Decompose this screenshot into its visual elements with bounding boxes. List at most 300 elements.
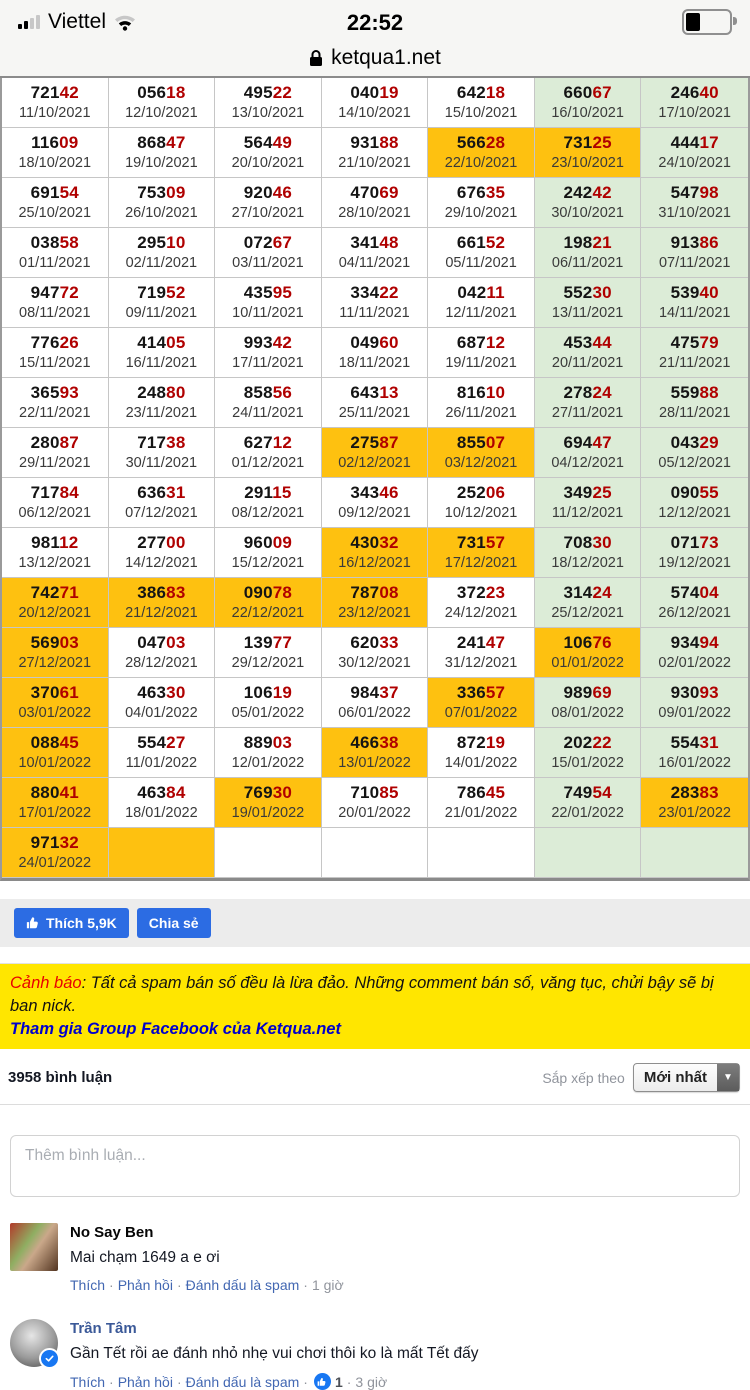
result-date: 12/12/2021 bbox=[658, 505, 731, 521]
result-number: 69154 bbox=[30, 183, 79, 202]
mark-spam-link[interactable]: Đánh dấu là spam bbox=[185, 1373, 300, 1390]
result-cell[interactable] bbox=[109, 378, 216, 428]
result-date: 10/12/2021 bbox=[444, 505, 518, 521]
result-cell[interactable] bbox=[322, 228, 429, 278]
result-date: 22/12/2021 bbox=[231, 605, 305, 621]
result-cell[interactable] bbox=[535, 478, 642, 528]
result-date: 20/10/2021 bbox=[231, 155, 305, 171]
result-number: 19821 bbox=[563, 233, 612, 252]
result-cell[interactable] bbox=[535, 778, 642, 828]
result-cell[interactable] bbox=[535, 728, 642, 778]
result-cell[interactable] bbox=[2, 128, 109, 178]
result-date: 10/11/2021 bbox=[232, 305, 304, 321]
result-number: 27700 bbox=[137, 533, 186, 552]
result-number: 07173 bbox=[670, 533, 719, 552]
reply-link[interactable]: Phản hồi bbox=[117, 1277, 173, 1293]
result-cell[interactable] bbox=[322, 428, 429, 478]
result-cell[interactable] bbox=[428, 578, 535, 628]
result-cell[interactable] bbox=[641, 428, 748, 478]
result-cell[interactable] bbox=[322, 378, 429, 428]
result-cell[interactable] bbox=[215, 328, 322, 378]
result-date: 16/10/2021 bbox=[551, 105, 624, 121]
result-date: 11/12/2021 bbox=[551, 505, 624, 521]
result-cell[interactable] bbox=[2, 78, 109, 128]
result-number: 20222 bbox=[563, 733, 612, 752]
comment-time: 3 giờ bbox=[355, 1373, 388, 1390]
result-date: 31/12/2021 bbox=[444, 655, 518, 671]
result-cell[interactable] bbox=[428, 478, 535, 528]
thumbs-up-icon bbox=[26, 916, 40, 930]
fb-share-label: Chia sẻ bbox=[148, 915, 199, 931]
result-date: 31/10/2021 bbox=[658, 205, 731, 221]
result-number: 10619 bbox=[243, 683, 293, 702]
result-number: 33657 bbox=[456, 683, 506, 702]
result-cell[interactable] bbox=[2, 328, 109, 378]
result-cell[interactable] bbox=[535, 428, 642, 478]
result-date: 21/10/2021 bbox=[338, 155, 411, 171]
result-cell[interactable] bbox=[2, 578, 109, 628]
result-date: 27/10/2021 bbox=[231, 205, 305, 221]
result-date: 06/12/2021 bbox=[18, 505, 92, 521]
result-date: 25/12/2021 bbox=[551, 605, 624, 621]
fb-like-button[interactable] bbox=[14, 908, 129, 938]
url-domain: ketqua1.net bbox=[331, 46, 441, 69]
result-date: 02/12/2021 bbox=[338, 455, 411, 471]
clock-time: 22:52 bbox=[346, 10, 404, 35]
result-number: 56903 bbox=[30, 633, 79, 652]
result-cell[interactable] bbox=[109, 778, 216, 828]
result-date: 28/11/2021 bbox=[658, 405, 731, 421]
result-date: 13/12/2021 bbox=[18, 555, 92, 571]
result-cell[interactable] bbox=[215, 578, 322, 628]
result-date: 23/12/2021 bbox=[338, 605, 411, 621]
result-number: 78645 bbox=[456, 783, 506, 802]
result-number: 71738 bbox=[137, 433, 186, 452]
result-date: 15/01/2022 bbox=[551, 755, 624, 771]
result-number: 34925 bbox=[563, 483, 612, 502]
result-number: 46330 bbox=[137, 683, 186, 702]
result-cell[interactable] bbox=[428, 178, 535, 228]
result-number: 36593 bbox=[30, 383, 79, 402]
result-cell[interactable] bbox=[2, 428, 109, 478]
result-cell[interactable] bbox=[322, 78, 429, 128]
result-cell[interactable] bbox=[322, 578, 429, 628]
result-number: 66067 bbox=[563, 83, 612, 102]
result-date: 06/11/2021 bbox=[551, 255, 624, 271]
result-date: 30/10/2021 bbox=[551, 205, 624, 221]
result-number: 56449 bbox=[243, 133, 293, 152]
result-cell[interactable] bbox=[322, 528, 429, 578]
result-cell[interactable] bbox=[535, 278, 642, 328]
result-cell[interactable] bbox=[535, 78, 642, 128]
lock-icon bbox=[309, 49, 323, 67]
result-number: 98437 bbox=[350, 683, 399, 702]
result-date: 30/11/2021 bbox=[125, 455, 198, 471]
result-date: 18/01/2022 bbox=[125, 805, 198, 821]
like-link[interactable]: Thích bbox=[70, 1277, 106, 1293]
result-date: 24/11/2021 bbox=[232, 405, 304, 421]
result-number: 47069 bbox=[350, 183, 399, 202]
result-cell[interactable] bbox=[109, 78, 216, 128]
result-date: 22/10/2021 bbox=[444, 155, 518, 171]
result-number: 64218 bbox=[456, 83, 506, 102]
result-date: 07/11/2021 bbox=[658, 255, 731, 271]
result-date: 09/01/2022 bbox=[658, 705, 731, 721]
result-cell[interactable] bbox=[641, 678, 748, 728]
result-date: 28/10/2021 bbox=[338, 205, 411, 221]
result-date: 25/11/2021 bbox=[338, 405, 411, 421]
result-number: 24147 bbox=[456, 633, 506, 652]
result-cell[interactable] bbox=[641, 78, 748, 128]
result-date: 15/10/2021 bbox=[444, 105, 518, 121]
comment-author[interactable]: No Say Ben bbox=[70, 1224, 154, 1241]
result-cell[interactable] bbox=[109, 528, 216, 578]
result-number: 29115 bbox=[244, 483, 292, 502]
result-cell[interactable] bbox=[109, 828, 216, 878]
result-date: 04/12/2021 bbox=[551, 455, 624, 471]
comment-item: Trần Tâm Gần Tết rồi ae đánh nhỏ nhẹ vui chơi thôi ko là mất Tết đấy Thích · Phản hồi · Đánh dấu là spam · 1 · 3 giờ bbox=[0, 1319, 750, 1390]
result-cell[interactable] bbox=[641, 778, 748, 828]
result-date: 19/11/2021 bbox=[445, 355, 517, 371]
result-cell[interactable] bbox=[109, 328, 216, 378]
result-cell[interactable] bbox=[535, 578, 642, 628]
result-cell[interactable] bbox=[2, 478, 109, 528]
result-cell[interactable] bbox=[2, 228, 109, 278]
result-cell[interactable] bbox=[215, 128, 322, 178]
result-cell[interactable] bbox=[215, 528, 322, 578]
result-cell[interactable] bbox=[2, 378, 109, 428]
result-number: 62712 bbox=[243, 433, 293, 452]
result-number: 76930 bbox=[243, 783, 293, 802]
result-cell[interactable] bbox=[322, 778, 429, 828]
result-number: 77626 bbox=[30, 333, 79, 352]
result-number: 27587 bbox=[350, 433, 399, 452]
result-cell[interactable] bbox=[641, 578, 748, 628]
result-cell[interactable] bbox=[215, 78, 322, 128]
result-date: 16/11/2021 bbox=[125, 355, 198, 371]
result-cell[interactable] bbox=[428, 528, 535, 578]
result-cell[interactable] bbox=[535, 378, 642, 428]
result-number: 04329 bbox=[670, 433, 719, 452]
result-number: 24880 bbox=[137, 383, 186, 402]
result-cell[interactable] bbox=[428, 728, 535, 778]
result-number: 87219 bbox=[456, 733, 506, 752]
result-number: 45344 bbox=[563, 333, 612, 352]
result-date: 21/11/2021 bbox=[658, 355, 731, 371]
result-number: 68712 bbox=[456, 333, 506, 352]
result-cell[interactable] bbox=[322, 628, 429, 678]
result-number: 05618 bbox=[137, 83, 186, 102]
result-number: 72142 bbox=[30, 83, 79, 102]
result-number: 85856 bbox=[243, 383, 293, 402]
warning-text: : Tất cả spam bán số đều là lừa đảo. Những comment bán số, văng tục, chửi bậy sẽ bị ban nick. bbox=[10, 974, 714, 1015]
result-number: 07267 bbox=[243, 233, 293, 252]
result-date: 10/01/2022 bbox=[18, 755, 92, 771]
result-date: 09/11/2021 bbox=[125, 305, 198, 321]
comment-input[interactable] bbox=[23, 1146, 731, 1166]
like-link[interactable]: Thích bbox=[70, 1373, 106, 1390]
sort-select[interactable] bbox=[633, 1063, 740, 1092]
comment-author[interactable]: Trần Tâm bbox=[70, 1320, 137, 1337]
result-number: 63631 bbox=[137, 483, 186, 502]
carrier-label: Viettel bbox=[48, 10, 106, 33]
result-date: 27/12/2021 bbox=[18, 655, 92, 671]
result-date: 17/10/2021 bbox=[658, 105, 731, 121]
result-number: 62033 bbox=[350, 633, 399, 652]
result-date: 26/11/2021 bbox=[445, 405, 517, 421]
result-cell[interactable] bbox=[535, 328, 642, 378]
result-date: 04/01/2022 bbox=[125, 705, 198, 721]
result-date: 21/12/2021 bbox=[125, 605, 198, 621]
mark-spam-link[interactable]: Đánh dấu là spam bbox=[185, 1277, 300, 1293]
result-number: 94772 bbox=[30, 283, 79, 302]
sort-selected-value: Mới nhất bbox=[643, 1069, 707, 1086]
result-cell[interactable] bbox=[428, 328, 535, 378]
result-number: 55230 bbox=[563, 283, 612, 302]
result-number: 71952 bbox=[137, 283, 186, 302]
result-date: 27/11/2021 bbox=[551, 405, 624, 421]
result-date: 11/10/2021 bbox=[19, 105, 91, 121]
result-cell[interactable] bbox=[641, 278, 748, 328]
result-number: 33422 bbox=[350, 283, 399, 302]
result-cell[interactable] bbox=[641, 528, 748, 578]
result-cell[interactable] bbox=[428, 128, 535, 178]
result-cell[interactable] bbox=[428, 78, 535, 128]
comments-count: 3958 bình luận bbox=[8, 1069, 113, 1086]
result-cell[interactable] bbox=[428, 778, 535, 828]
result-date: 05/01/2022 bbox=[231, 705, 305, 721]
result-cell[interactable] bbox=[215, 278, 322, 328]
result-number: 04211 bbox=[457, 283, 505, 302]
result-number: 78708 bbox=[350, 583, 399, 602]
result-number: 27824 bbox=[563, 383, 612, 402]
result-number: 47579 bbox=[670, 333, 719, 352]
result-date: 22/11/2021 bbox=[19, 405, 91, 421]
result-cell[interactable] bbox=[535, 528, 642, 578]
result-date: 26/10/2021 bbox=[125, 205, 198, 221]
result-cell[interactable] bbox=[109, 428, 216, 478]
result-cell[interactable] bbox=[641, 378, 748, 428]
result-cell[interactable] bbox=[109, 278, 216, 328]
result-cell[interactable] bbox=[535, 678, 642, 728]
result-date: 26/12/2021 bbox=[658, 605, 731, 621]
result-date: 18/12/2021 bbox=[551, 555, 624, 571]
result-cell[interactable] bbox=[2, 778, 109, 828]
result-number: 56628 bbox=[456, 133, 506, 152]
result-date: 06/01/2022 bbox=[338, 705, 411, 721]
result-cell[interactable] bbox=[641, 128, 748, 178]
result-cell[interactable] bbox=[428, 378, 535, 428]
result-number: 11609 bbox=[31, 133, 79, 152]
result-date: 14/12/2021 bbox=[125, 555, 198, 571]
result-date: 12/01/2022 bbox=[231, 755, 305, 771]
result-date: 05/12/2021 bbox=[658, 455, 731, 471]
result-cell[interactable] bbox=[322, 728, 429, 778]
result-number: 74954 bbox=[563, 783, 612, 802]
result-cell[interactable] bbox=[535, 828, 642, 878]
result-cell[interactable] bbox=[109, 728, 216, 778]
result-cell[interactable] bbox=[428, 278, 535, 328]
result-cell[interactable] bbox=[215, 728, 322, 778]
result-cell[interactable] bbox=[535, 178, 642, 228]
like-count: 1 bbox=[334, 1373, 343, 1390]
result-number: 24242 bbox=[563, 183, 612, 202]
result-cell[interactable] bbox=[109, 628, 216, 678]
result-date: 25/10/2021 bbox=[18, 205, 92, 221]
result-date: 19/12/2021 bbox=[658, 555, 731, 571]
result-cell[interactable] bbox=[109, 178, 216, 228]
result-date: 19/10/2021 bbox=[125, 155, 198, 171]
result-date: 23/11/2021 bbox=[125, 405, 198, 421]
result-number: 93494 bbox=[670, 633, 719, 652]
result-cell[interactable] bbox=[215, 678, 322, 728]
result-cell[interactable] bbox=[109, 578, 216, 628]
facebook-group-link[interactable]: Tham gia Group Facebook của Ketqua.net bbox=[10, 1020, 341, 1038]
result-number: 98969 bbox=[563, 683, 612, 702]
result-cell[interactable] bbox=[322, 478, 429, 528]
avatar[interactable] bbox=[10, 1319, 58, 1367]
result-number: 44417 bbox=[670, 133, 719, 152]
like-count-icon[interactable] bbox=[314, 1373, 331, 1390]
result-date: 17/12/2021 bbox=[444, 555, 518, 571]
result-cell[interactable] bbox=[641, 478, 748, 528]
result-number: 99342 bbox=[243, 333, 293, 352]
result-number: 66152 bbox=[456, 233, 506, 252]
result-cell[interactable] bbox=[215, 228, 322, 278]
fb-share-button[interactable] bbox=[137, 908, 211, 938]
result-cell[interactable] bbox=[322, 128, 429, 178]
result-date: 28/12/2021 bbox=[125, 655, 198, 671]
result-date: 20/01/2022 bbox=[338, 805, 411, 821]
result-cell[interactable] bbox=[535, 128, 642, 178]
result-cell[interactable] bbox=[109, 478, 216, 528]
result-number: 55988 bbox=[670, 383, 719, 402]
result-cell[interactable] bbox=[215, 378, 322, 428]
comment-item: No Say Ben Mai chạm 1649 a e ơi Thích · Phản hồi · Đánh dấu là spam · 1 giờ bbox=[0, 1223, 750, 1293]
result-number: 31424 bbox=[563, 583, 612, 602]
result-number: 93188 bbox=[350, 133, 399, 152]
result-number: 98112 bbox=[31, 533, 79, 552]
result-number: 46638 bbox=[350, 733, 399, 752]
result-date: 11/01/2022 bbox=[125, 755, 198, 771]
result-number: 29510 bbox=[137, 233, 186, 252]
result-cell[interactable] bbox=[2, 178, 109, 228]
result-number: 96009 bbox=[243, 533, 293, 552]
result-date: 14/11/2021 bbox=[658, 305, 731, 321]
result-date: 07/12/2021 bbox=[125, 505, 198, 521]
result-cell[interactable] bbox=[535, 228, 642, 278]
result-cell[interactable] bbox=[109, 128, 216, 178]
result-number: 09078 bbox=[243, 583, 293, 602]
result-number: 86847 bbox=[137, 133, 186, 152]
result-number: 69447 bbox=[563, 433, 612, 452]
result-number: 73157 bbox=[456, 533, 506, 552]
result-cell[interactable] bbox=[2, 678, 109, 728]
result-cell[interactable] bbox=[641, 178, 748, 228]
result-number: 46384 bbox=[137, 783, 186, 802]
result-number: 28383 bbox=[670, 783, 719, 802]
result-cell[interactable] bbox=[322, 828, 429, 878]
result-cell[interactable] bbox=[641, 628, 748, 678]
result-cell[interactable] bbox=[215, 778, 322, 828]
result-number: 28087 bbox=[30, 433, 79, 452]
result-number: 64313 bbox=[350, 383, 399, 402]
result-cell[interactable] bbox=[2, 278, 109, 328]
result-cell[interactable] bbox=[215, 478, 322, 528]
result-cell[interactable] bbox=[322, 328, 429, 378]
result-date: 24/12/2021 bbox=[444, 605, 518, 621]
result-cell[interactable] bbox=[109, 228, 216, 278]
result-date: 08/11/2021 bbox=[19, 305, 91, 321]
result-number: 75309 bbox=[137, 183, 186, 202]
result-date: 17/11/2021 bbox=[232, 355, 304, 371]
result-number: 38683 bbox=[137, 583, 186, 602]
result-number: 34346 bbox=[350, 483, 399, 502]
result-date: 18/10/2021 bbox=[18, 155, 92, 171]
result-cell[interactable] bbox=[215, 178, 322, 228]
result-cell[interactable] bbox=[215, 828, 322, 878]
reply-link[interactable]: Phản hồi bbox=[117, 1373, 173, 1390]
result-cell[interactable] bbox=[2, 728, 109, 778]
result-cell[interactable] bbox=[215, 628, 322, 678]
result-number: 04019 bbox=[350, 83, 399, 102]
result-cell[interactable] bbox=[641, 328, 748, 378]
browser-url-bar[interactable] bbox=[0, 40, 750, 78]
result-cell[interactable] bbox=[322, 278, 429, 328]
result-date: 09/12/2021 bbox=[338, 505, 411, 521]
result-cell[interactable] bbox=[322, 678, 429, 728]
result-number: 71784 bbox=[30, 483, 79, 502]
result-cell[interactable] bbox=[428, 228, 535, 278]
result-cell[interactable] bbox=[2, 528, 109, 578]
result-date: 05/11/2021 bbox=[445, 255, 517, 271]
result-number: 41405 bbox=[137, 333, 186, 352]
result-date: 02/01/2022 bbox=[658, 655, 731, 671]
result-number: 91386 bbox=[670, 233, 719, 252]
result-cell[interactable] bbox=[215, 428, 322, 478]
result-cell[interactable] bbox=[428, 428, 535, 478]
result-cell[interactable] bbox=[109, 678, 216, 728]
result-cell[interactable] bbox=[535, 628, 642, 678]
result-date: 15/11/2021 bbox=[19, 355, 91, 371]
avatar[interactable] bbox=[10, 1223, 58, 1271]
result-date: 12/10/2021 bbox=[125, 105, 198, 121]
result-number: 04703 bbox=[137, 633, 186, 652]
result-date: 11/11/2021 bbox=[339, 305, 410, 321]
result-date: 20/12/2021 bbox=[18, 605, 92, 621]
result-cell[interactable] bbox=[2, 828, 109, 878]
result-cell[interactable] bbox=[641, 228, 748, 278]
result-date: 13/01/2022 bbox=[338, 755, 411, 771]
warning-banner bbox=[0, 964, 750, 1049]
result-cell[interactable] bbox=[641, 728, 748, 778]
result-cell[interactable] bbox=[2, 628, 109, 678]
status-bar bbox=[0, 0, 750, 40]
result-date: 14/10/2021 bbox=[338, 105, 411, 121]
result-date: 16/01/2022 bbox=[658, 755, 731, 771]
result-cell[interactable] bbox=[428, 678, 535, 728]
result-cell[interactable] bbox=[428, 828, 535, 878]
chevron-down-icon: ▼ bbox=[717, 1064, 739, 1091]
result-cell[interactable] bbox=[428, 628, 535, 678]
result-number: 04960 bbox=[350, 333, 399, 352]
result-date: 19/01/2022 bbox=[231, 805, 305, 821]
result-cell[interactable] bbox=[641, 828, 748, 878]
result-date: 30/12/2021 bbox=[338, 655, 411, 671]
result-number: 13977 bbox=[243, 633, 293, 652]
result-cell[interactable] bbox=[322, 178, 429, 228]
result-number: 85507 bbox=[456, 433, 506, 452]
